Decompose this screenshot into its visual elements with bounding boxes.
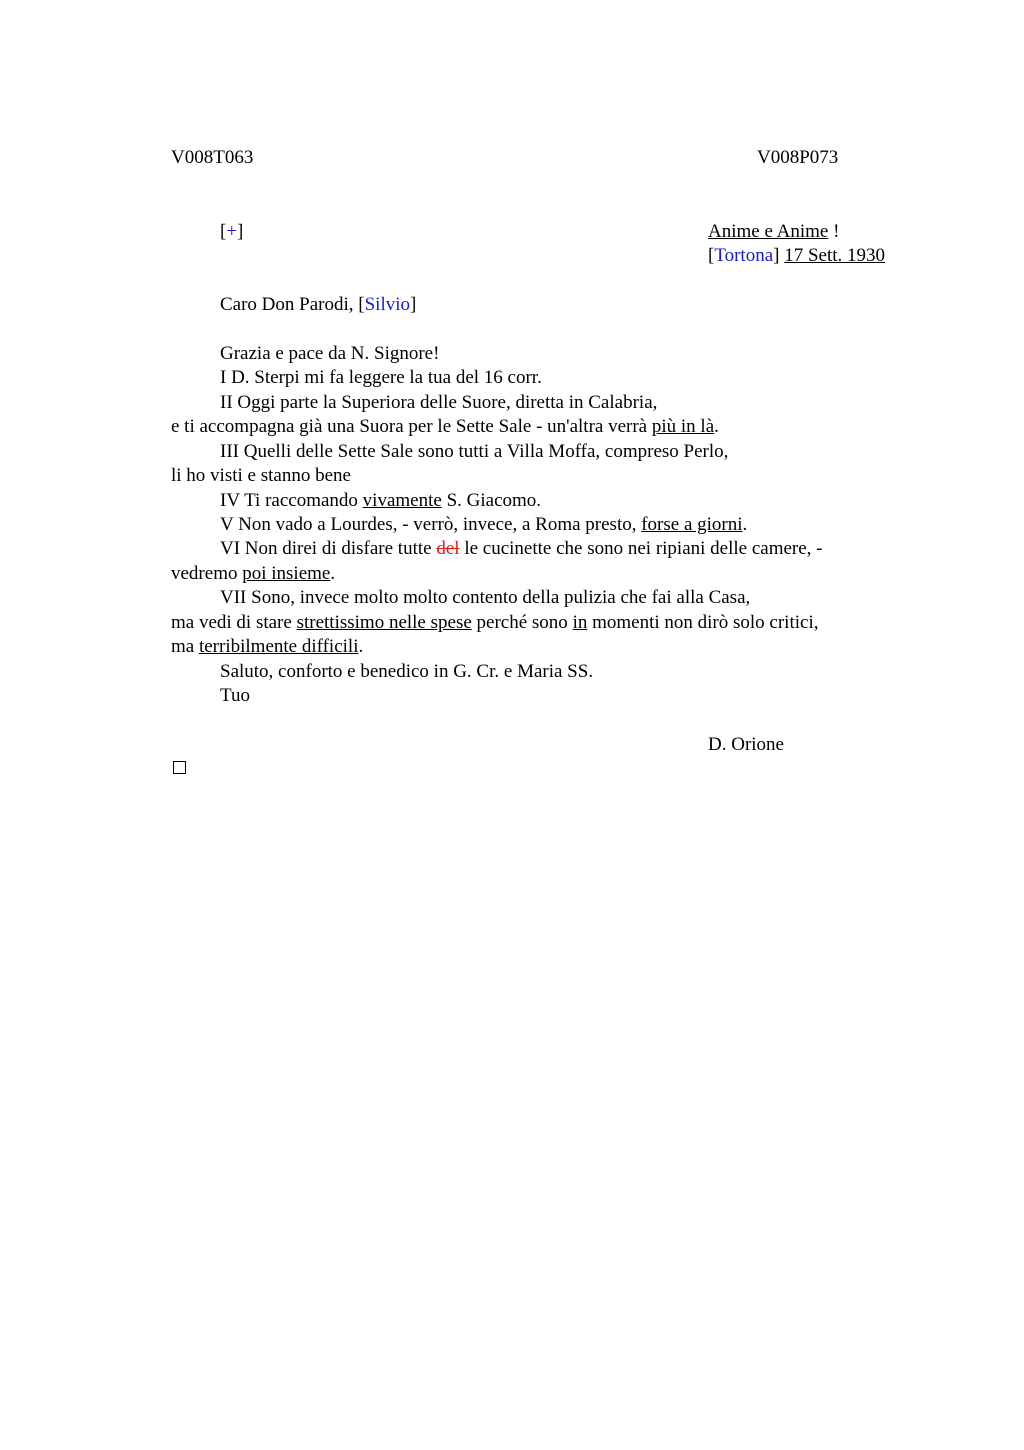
paragraph-4-text-b: S. Giacomo.: [441, 490, 542, 511]
paragraph-3-line-2: li ho visti e stanno bene: [171, 465, 351, 486]
closing-line-1: Saluto, conforto e benedico in G. Cr. e Maria SS.: [220, 661, 594, 682]
paragraph-5-text-b: .: [742, 514, 748, 535]
paragraph-7-underlined-2: in: [572, 612, 588, 633]
paragraph-6-line-1: [220, 537, 823, 561]
paragraph-7-line-3: [171, 635, 363, 659]
paragraph-6-text-b: le cucinette che sono nei ripiani delle camere, -: [459, 538, 823, 559]
paragraph-4: [220, 489, 541, 513]
signature: D. Orione: [708, 734, 784, 755]
salutation-text: Caro Don Parodi,: [220, 294, 359, 315]
square-outline-icon: [173, 761, 186, 774]
paragraph-2-text: e ti accompagna già una Suora per le Sette Sale - un'altra verrà: [171, 416, 652, 437]
paragraph-7-underlined-3: terribilmente difficili: [198, 636, 359, 657]
paragraph-7-line-2: [171, 611, 818, 635]
paragraph-7-underlined-1: strettissimo nelle spese: [296, 612, 472, 633]
paragraph-6-deleted: del: [436, 538, 460, 559]
paragraph-6-underlined: poi insieme: [242, 563, 331, 584]
paragraph-4-underlined: vivamente: [362, 490, 442, 511]
letter-place-date: [Tortona] 17 Sett. 1930: [708, 245, 886, 266]
cross-mark: [+]: [220, 221, 244, 242]
closing-line-2: Tuo: [220, 685, 250, 706]
paragraph-7-text-b1: ma vedi di stare: [171, 612, 297, 633]
paragraph-2-underlined: più in là: [651, 416, 715, 437]
paragraph-7-text-b3: momenti non dirò solo critici,: [587, 612, 819, 633]
letter-title-suffix: !: [828, 221, 840, 242]
cross-symbol: +: [226, 221, 238, 242]
letter-place: Tortona: [714, 245, 774, 266]
letter-date: 17 Sett. 1930: [784, 245, 886, 266]
document-code-right: V008P073: [757, 147, 839, 168]
document-code-left: V008T063: [171, 147, 254, 168]
paragraph-3-line-1: III Quelli delle Sette Sale sono tutti a Villa Moffa, compreso Perlo,: [220, 441, 729, 462]
paragraph-5: [220, 513, 747, 537]
letter-title-text: Anime e Anime: [708, 221, 829, 242]
paragraph-6-text-a: VI Non direi di disfare tutte: [220, 538, 437, 559]
paragraph-7-line-1: VII Sono, invece molto molto contento della pulizia che fai alla Casa,: [220, 587, 751, 608]
paragraph-7-text-c2: .: [358, 636, 364, 657]
paragraph-4-text-a: IV Ti raccomando: [220, 490, 363, 511]
paragraph-7-text-c1: ma: [171, 636, 199, 657]
paragraph-7-text-b2: perché sono: [471, 612, 573, 633]
greeting-line: Grazia e pace da N. Signore!: [220, 343, 440, 364]
paragraph-5-text-a: V Non vado a Lourdes, - verrò, invece, a Roma presto,: [220, 514, 642, 535]
paragraph-5-underlined: forse a giorni: [641, 514, 743, 535]
paragraph-1: I D. Sterpi mi fa leggere la tua del 16 corr.: [220, 367, 542, 388]
paragraph-2-end: .: [714, 416, 719, 437]
paragraph-2-line-1: II Oggi parte la Superiora delle Suore, diretta in Calabria,: [220, 392, 658, 413]
paragraph-6-text-c: vedremo: [171, 563, 243, 584]
paragraph-6-text-d: .: [330, 563, 336, 584]
paragraph-2-line-2: [171, 415, 719, 439]
letter-title: [708, 220, 839, 244]
salutation-name: Silvio: [364, 294, 410, 315]
paragraph-6-line-2: [171, 562, 335, 586]
salutation: Caro Don Parodi, [Silvio]: [220, 294, 417, 315]
